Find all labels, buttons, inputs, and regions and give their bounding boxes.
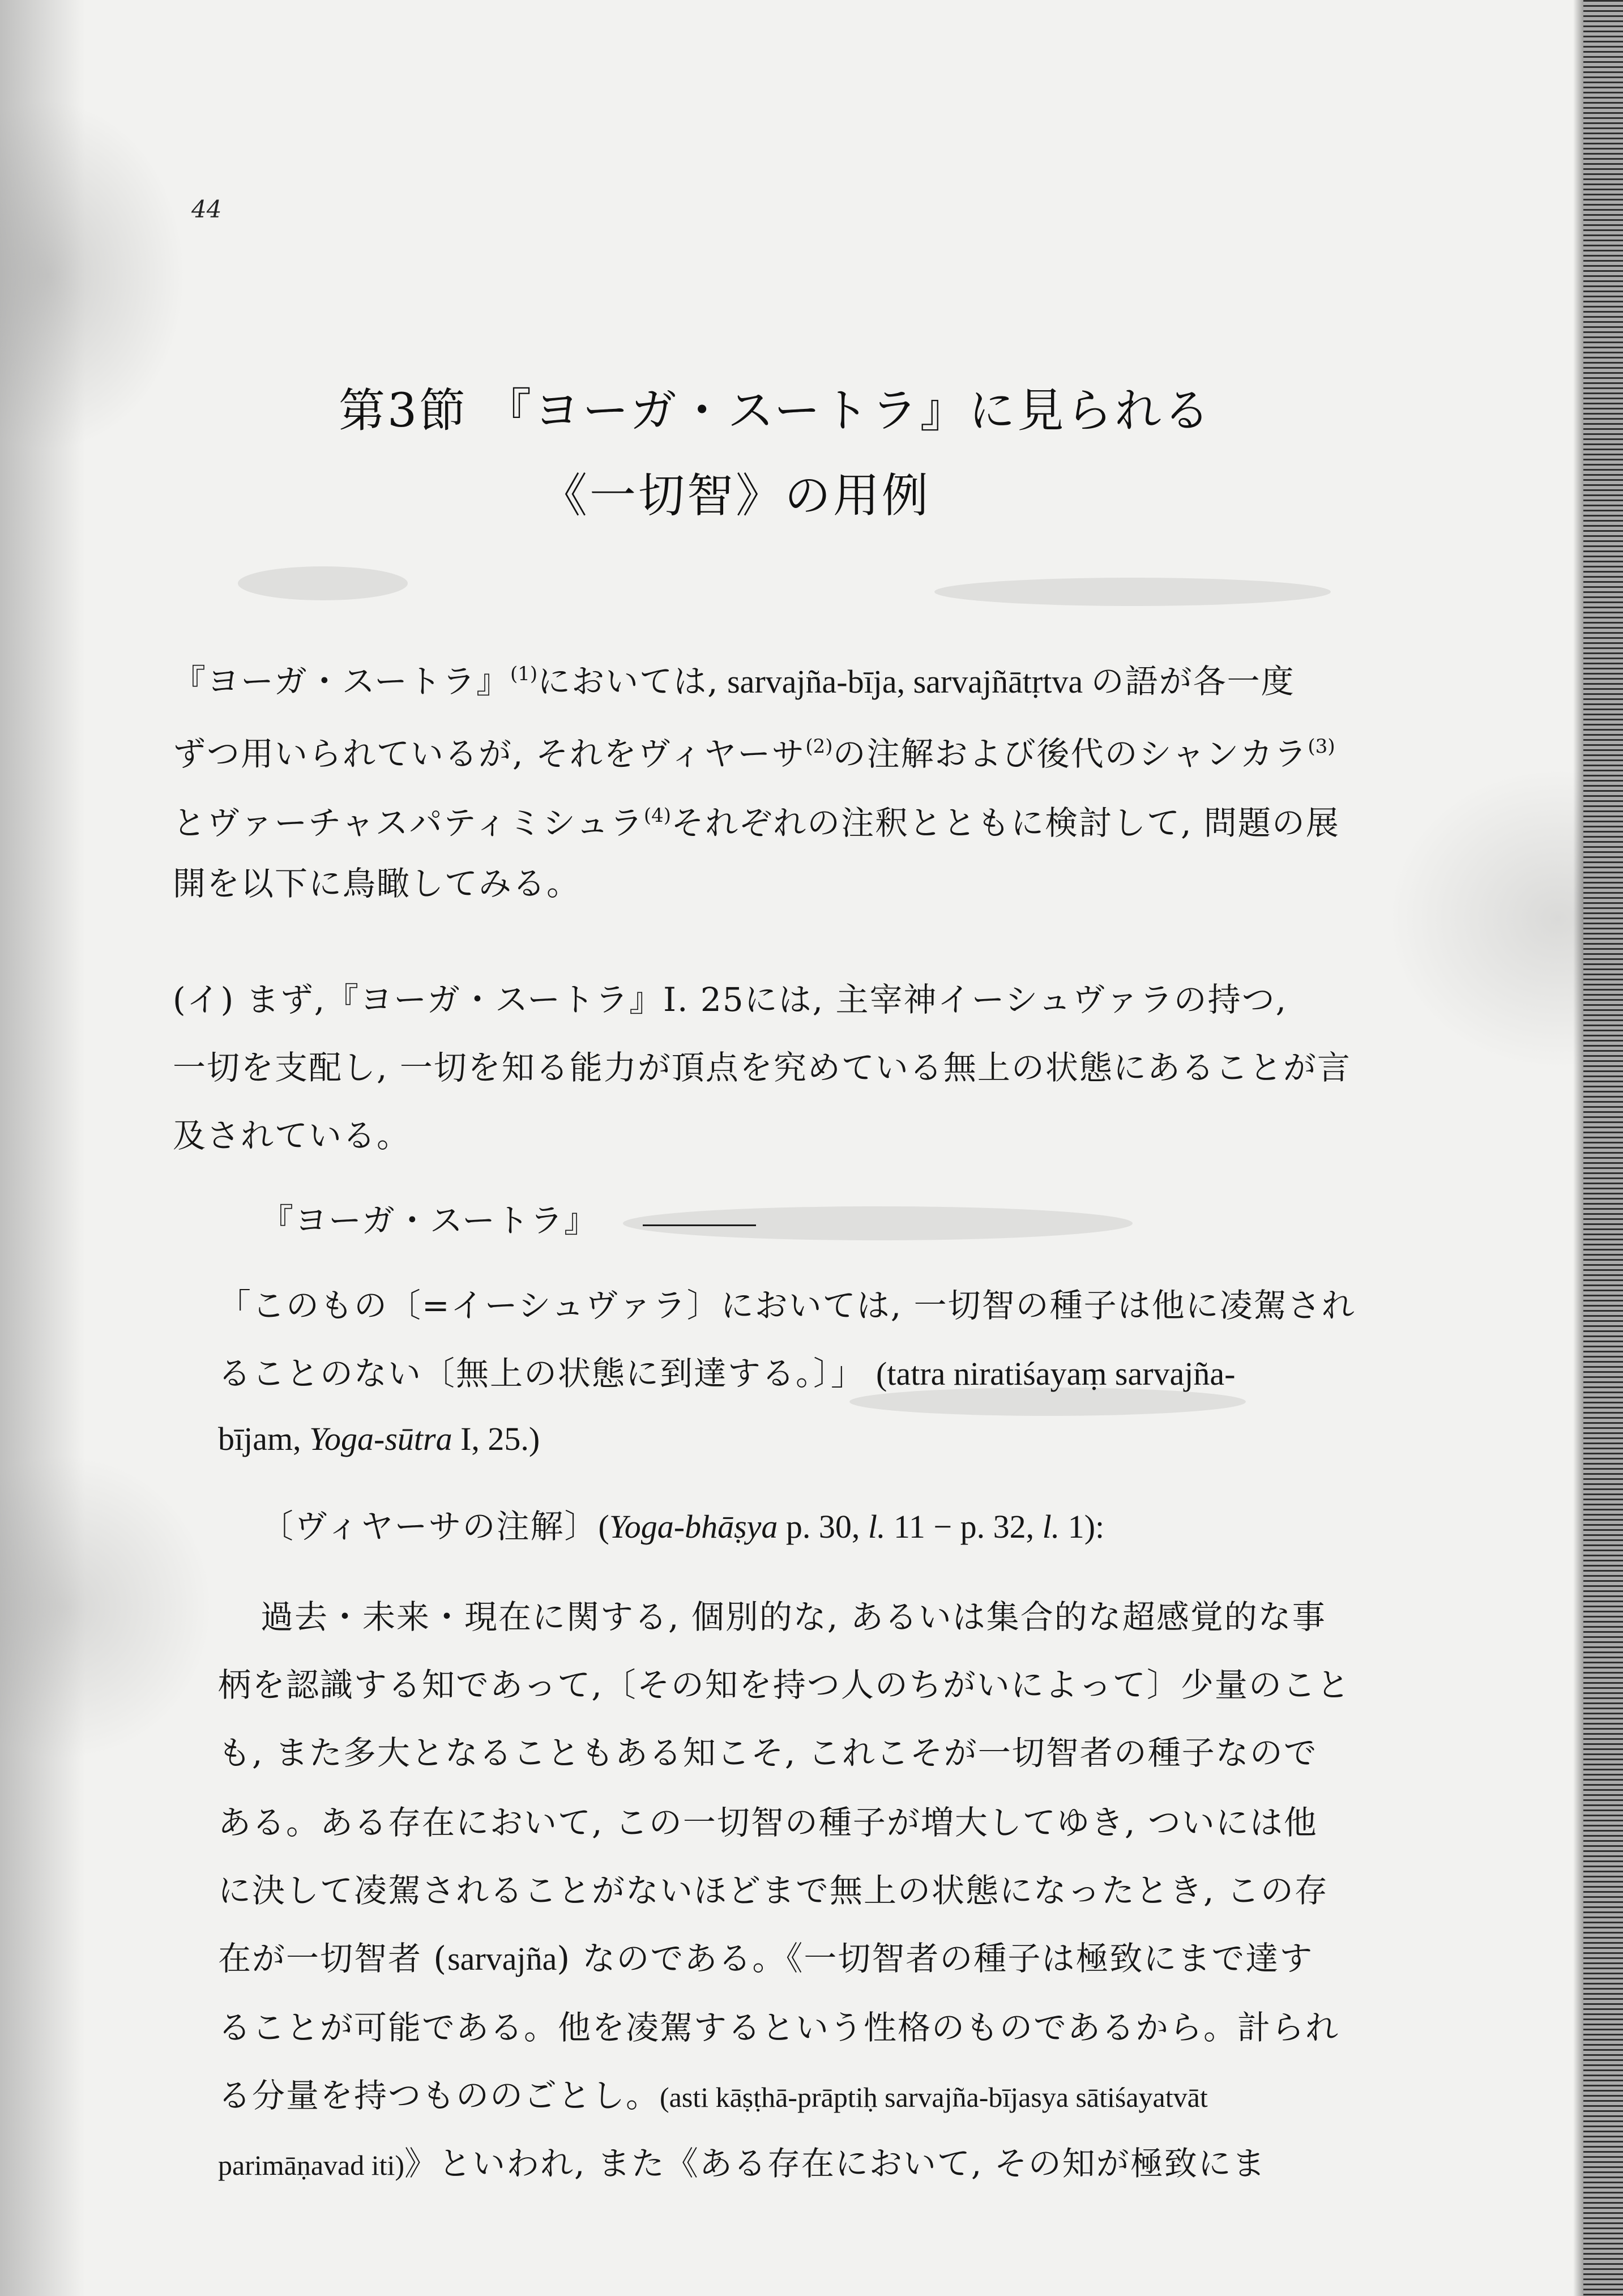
citation-ref: I, 25.) [452, 1420, 540, 1457]
intro-line-1 [173, 651, 1453, 705]
footnote-ref: (3) [1308, 735, 1335, 758]
section-i-line-2: 一切を支配し, 一切を知る能力が頂点を究めている無上の状態にあることが言 [173, 1048, 1351, 1087]
latin-quote: (tatra niratiśayaṃ sarvajña- [876, 1355, 1236, 1392]
book-spine-shadow [1573, 0, 1583, 2296]
text-span: それぞれの注釈とともに検討して, 問題の展 [671, 804, 1340, 842]
intro-line-4: 開を以下に鳥瞰してみる。 [173, 864, 581, 903]
commentary-line-6 [218, 1936, 1498, 1982]
text-span: においては, [537, 662, 719, 701]
latin-quote: (asti kāṣṭhā-prāptiḥ sarvajña-bījasya sātiśayatvāt [660, 2081, 1208, 2113]
text-span: 『ヨーガ・スートラ』 [173, 662, 510, 701]
section-title-line-2: 《一切智》の用例 [541, 469, 931, 523]
dash-rule [643, 1224, 756, 1226]
intro-line-3 [173, 793, 1453, 846]
quote-line-1: 「このもの〔=イーシュヴァラ〕においては, 一切智の種子は他に凌駕され [218, 1286, 1356, 1325]
commentary-label [260, 1504, 1540, 1550]
citation-line-marker: l. [868, 1508, 886, 1545]
scan-speck [238, 566, 408, 600]
citation-ref: 1): [1060, 1508, 1105, 1545]
commentary-line-7: ることが可能である。他を凌駕するという性格のものであるから。計られ [218, 2008, 1340, 2047]
text-span: の語が各一度 [1091, 662, 1295, 701]
latin-quote: parimāṇavad iti) [218, 2149, 405, 2181]
section-i-line-3: 及されている。 [173, 1116, 411, 1155]
footnote-ref: (4) [643, 804, 672, 827]
footnote-ref: (2) [805, 735, 833, 758]
text-span: ) なのである。《一切智者の種子は極致にまで達す [557, 1939, 1314, 1978]
commentary-line-5: に決して凌駕されることがないほどまで無上の状態になったとき, この存 [218, 1871, 1329, 1910]
yogasutra-label: 『ヨーガ・スートラ』 [260, 1201, 598, 1240]
text-span: の注解および後代のシャンカラ [832, 735, 1308, 773]
text-span: 》といわれ, また《ある存在において, その知が極致にま [404, 2144, 1266, 2183]
section-i-line-1: (イ) まず,『ヨーガ・スートラ』I. 25には, 主宰神イーシュヴァラの持つ, [173, 980, 1288, 1019]
book-spine [1583, 0, 1623, 2296]
text-span: ることのない〔無上の状態に到達する。〕」 [218, 1354, 865, 1393]
quote-line-3 [218, 1416, 1498, 1462]
section-title-line-1: 第3節 『ヨーガ・スートラ』に見られる [339, 384, 1212, 438]
text-span: とヴァーチャスパティミシュラ [173, 804, 644, 842]
commentary-line-1: 過去・未来・現在に関する, 個別的な, あるいは集合的な超感覚的な事 [260, 1598, 1326, 1636]
text-span: 在が一切智者 ( [218, 1939, 448, 1978]
page-number: 44 [191, 195, 222, 223]
latin-terms: sarvajña-bīja, sarvajñātṛtva [719, 663, 1091, 700]
quote-line-2 [218, 1351, 1498, 1397]
commentary-line-8 [218, 2073, 1498, 2120]
commentary-line-9 [218, 2141, 1498, 2188]
footnote-ref: (1) [510, 663, 538, 685]
citation-ref: p. 30, [778, 1508, 868, 1545]
text-span: 〔ヴィヤーサの注解〕 [260, 1507, 599, 1546]
commentary-line-4: ある。ある存在において, この一切智の種子が増大してゆき, ついには他 [218, 1803, 1318, 1842]
latin-term: sarvajña [447, 1940, 557, 1977]
scan-speck [934, 578, 1331, 606]
citation-title: Yoga-bhāṣya [609, 1508, 778, 1545]
citation-ref: 11 − p. 32, [885, 1508, 1043, 1545]
intro-line-2 [173, 724, 1453, 776]
text-span: ずつ用いられているが, それをヴィヤーサ [173, 735, 806, 773]
latin-quote: bījam, [218, 1420, 310, 1457]
citation-title: Yoga-sūtra [309, 1420, 452, 1457]
commentary-line-3: も, また多大となることもある知こそ, これこそが一切智者の種子なので [218, 1734, 1318, 1772]
citation-open: ( [598, 1508, 609, 1545]
commentary-line-2: 柄を認識する知であって,〔その知を持つ人のちがいによって〕少量のこと [218, 1666, 1351, 1704]
text-span: る分量を持つもののごとし。 [218, 2076, 660, 2115]
citation-line-marker: l. [1042, 1508, 1060, 1545]
scan-left-shadow [0, 0, 85, 2296]
